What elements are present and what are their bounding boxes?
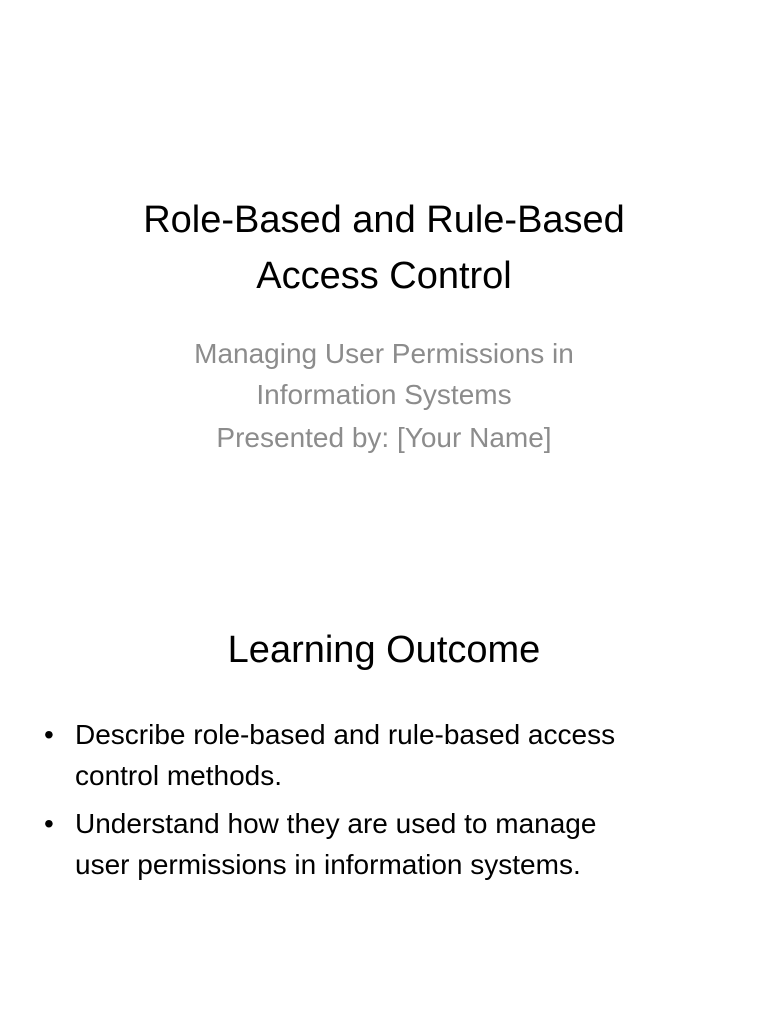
subtitle-line: Information Systems xyxy=(256,379,512,410)
bullet-item xyxy=(40,714,700,796)
slide-title-line: Access Control xyxy=(256,255,512,297)
bullet-text-line: Understand how they are used to manage xyxy=(75,808,597,839)
slide-title: Learning Outcome xyxy=(227,629,541,671)
bullet-icon: • xyxy=(44,808,54,839)
subtitle-line: Managing User Permissions in xyxy=(194,338,574,369)
bullet-text-line: Describe role-based and rule-based access xyxy=(75,719,616,750)
slide-title-line: Role-Based and Rule-Based xyxy=(143,199,625,241)
bullet-icon: • xyxy=(44,719,54,750)
learning-outcome-slide xyxy=(0,512,768,1024)
bullet-text-line: user permissions in information systems. xyxy=(75,849,581,880)
slide-title xyxy=(60,192,708,304)
bullet-list xyxy=(40,714,700,892)
slide-subtitle xyxy=(90,333,678,455)
bullet-item xyxy=(40,803,700,885)
presenter-line: Presented by: [Your Name] xyxy=(216,422,552,453)
bullet-text-line: control methods. xyxy=(75,760,282,791)
